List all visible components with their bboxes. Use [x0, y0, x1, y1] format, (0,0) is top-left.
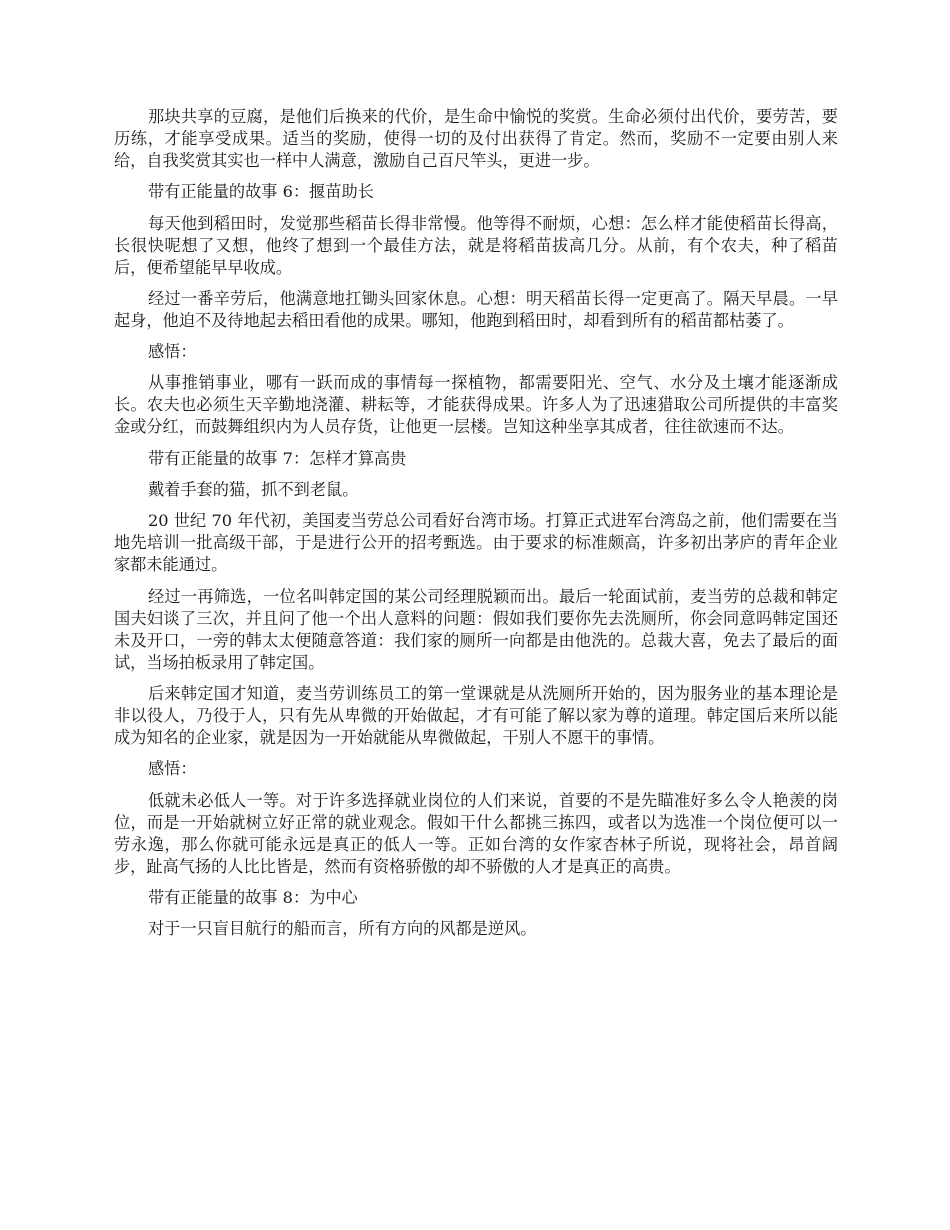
paragraph-training: 后来韩定国才知道，麦当劳训练员工的第一堂课就是从洗厕所开始的，因为服务业的基本理论是非以役人，乃役于人，只有先从卑微的开始做起，才有可能了解以家为尊的道理。韩定国后来所以能成为知名的企业家，就是因为一开始就能从卑微做起，干别人不愿干的事情。	[114, 683, 838, 747]
paragraph-mcdonalds-taiwan: 20 世纪 70 年代初，美国麦当劳总公司看好台湾市场。打算正式进军台湾岛之前，他们需要在当地先培训一批高级干部，于是进行公开的招考甄选。由于要求的标准颇高，许多初出茅庐的青年企业家都未能通过。	[114, 511, 838, 575]
paragraph-sales-insight: 从事推销事业，哪有一跃而成的事情每一探植物，都需要阳光、空气、水分及土壤才能逐渐成长。农夫也必须生天辛勤地浇灌、耕耘等，才能获得成果。许多人为了迅速猎取公司所提供的丰富奖金或分红，而鼓舞组织内为人员存货，让他更一层楼。岂知这种坐享其成者，往往欲速而不达。	[114, 373, 838, 437]
document-page	[114, 106, 838, 949]
paragraph-humble-insight: 低就未必低人一等。对于许多选择就业岗位的人们来说，首要的不是先瞄准好多么令人艳羡的岗位，而是一开始就树立好正常的就业观念。假如干什么都挑三拣四，或者以为选准一个岗位便可以一劳永逸，那么你就可能永远是真正的低人一等。正如台湾的女作家杏林子所说，现将社会，昂首阔步，趾高气扬的人比比皆是，然而有资格骄傲的却不骄傲的人才是真正的高贵。	[114, 790, 838, 876]
paragraph-rice-seedlings: 每天他到稻田时，发觉那些稻苗长得非常慢。他等得不耐烦，心想：怎么样才能使稻苗长得高，长很快呢想了又想，他终了想到一个最佳方法，就是将稻苗拔高几分。从前，有个农夫，种了稻苗后，便希望能早早收成。	[114, 213, 838, 277]
story-8-title: 带有正能量的故事 8：为中心	[148, 887, 358, 907]
insight-label: 感悟：	[148, 759, 197, 779]
paragraph-blind-ship: 对于一只盲目航行的船而言，所有方向的风都是逆风。	[148, 919, 537, 939]
story-7-title: 带有正能量的故事 7：怎样才算高贵	[148, 448, 407, 468]
paragraph-gloved-cat: 戴着手套的猫，抓不到老鼠。	[148, 480, 359, 500]
paragraph-reward: 那块共享的豆腐，是他们后换来的代价，是生命中愉悦的奖赏。生命必须付出代价，要劳苦，要历练，才能享受成果。适当的奖励，使得一切的及付出获得了肯定。然而，奖励不一定要由别人来给，自我奖赏其实也一样中人满意，激励自己百尺竿头，更进一步。	[114, 107, 838, 170]
paragraph-seedlings-withered: 经过一番辛劳后，他满意地扛锄头回家休息。心想：明天稻苗长得一定更高了。隔天早晨。一早起身，他迫不及待地起去稻田看他的成果。哪知，他跑到稻田时，却看到所有的稻苗都枯萎了。	[114, 288, 838, 330]
paragraph-interview: 经过一再筛选，一位名叫韩定国的某公司经理脱颖而出。最后一轮面试前，麦当劳的总裁和韩定国夫妇谈了三次，并且问了他一个出人意料的问题：假如我们要你先去洗厕所，你会同意吗韩定国还未及开口，一旁的韩太太便随意答道：我们家的厕所一向都是由他洗的。总裁大喜，免去了最后的面试，当场拍板录用了韩定国。	[114, 586, 838, 672]
insight-label: 感悟：	[148, 342, 197, 362]
story-6-title: 带有正能量的故事 6：揠苗助长	[148, 182, 374, 202]
